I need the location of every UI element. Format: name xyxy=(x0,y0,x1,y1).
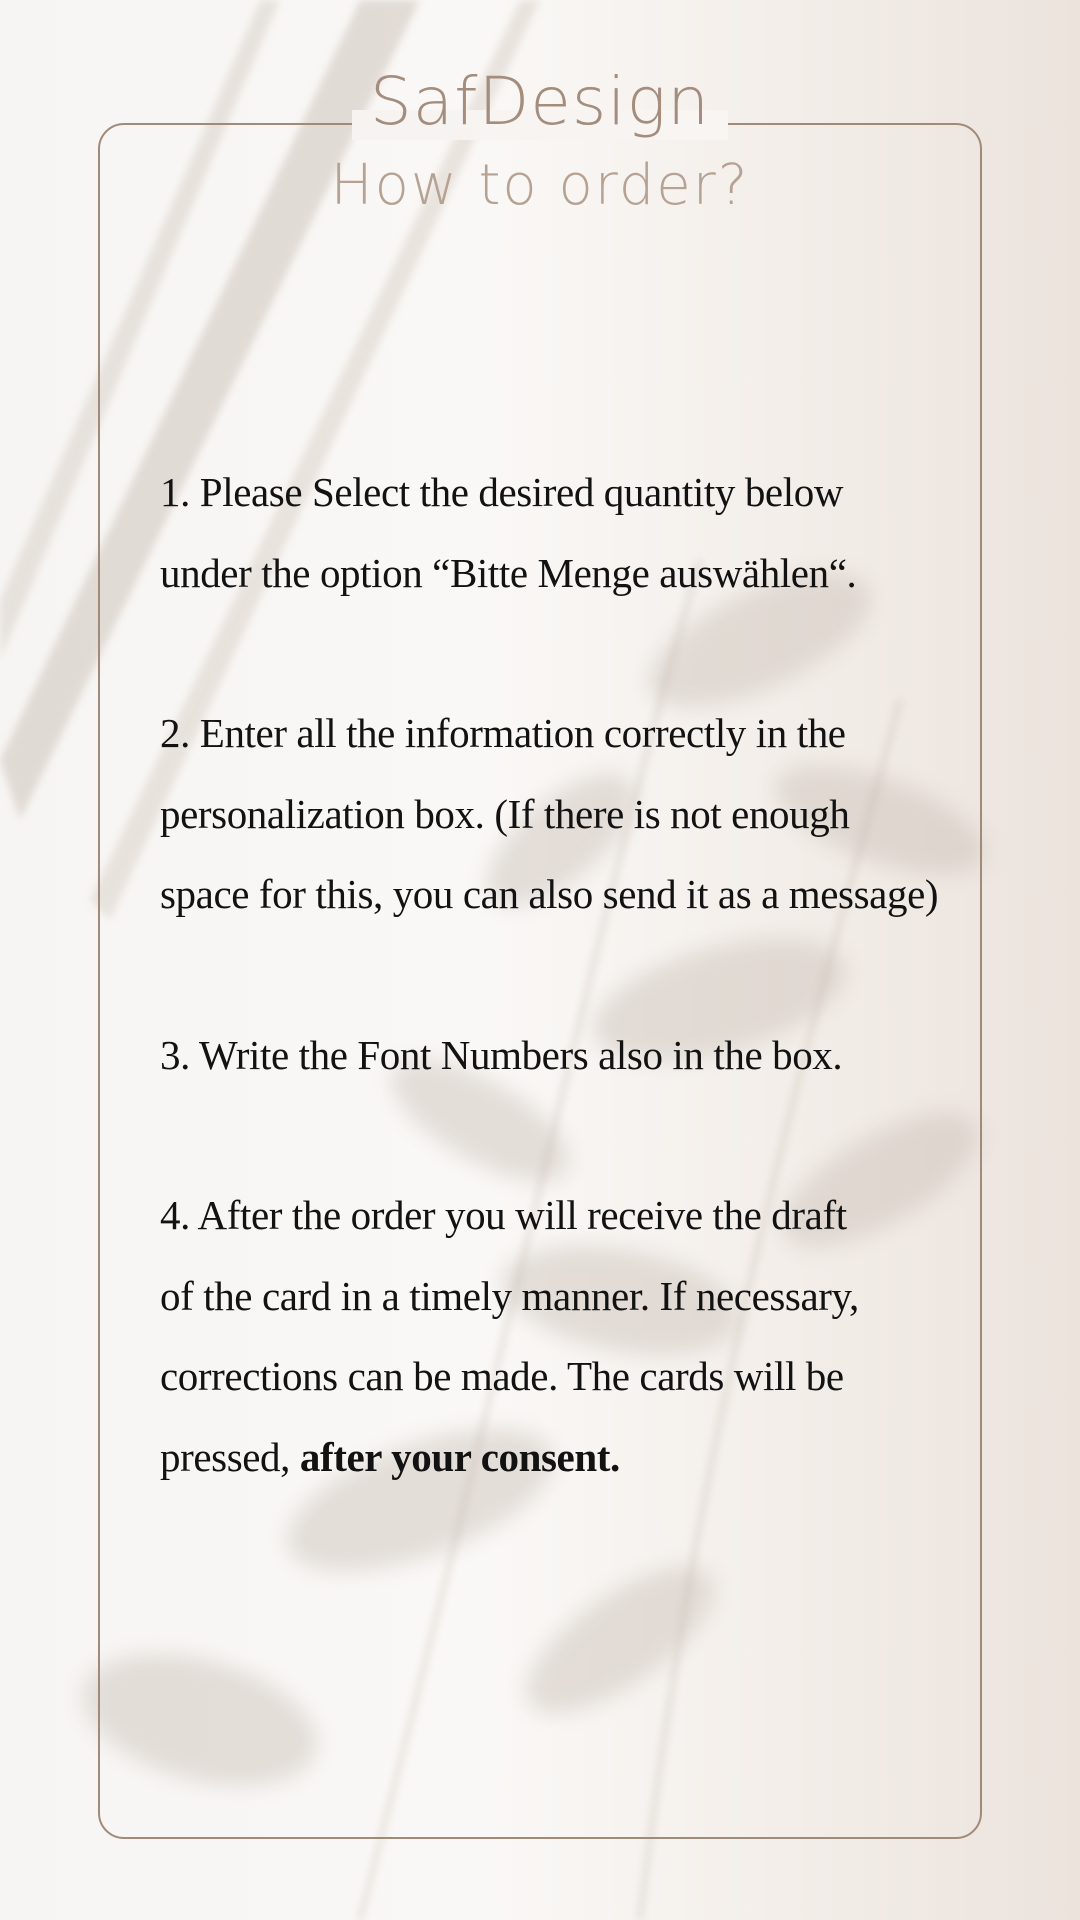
step-line: 2. Enter all the information correctly in the xyxy=(160,710,846,756)
step-line: of the card in a timely manner. If necessary, xyxy=(160,1272,859,1319)
step-line: 4. After the order you will receive the draft xyxy=(160,1192,847,1238)
brand-title: SafDesign xyxy=(369,63,711,140)
step-line: 3. Write the Font Numbers also in the box. xyxy=(160,1031,843,1078)
step-line: space for this, you can also send it as a message) xyxy=(160,871,939,917)
step-line xyxy=(160,1417,1020,1498)
page-title: How to order? xyxy=(330,153,750,218)
step-1 xyxy=(160,452,1020,613)
step-line: 1. Please Select the desired quantity below xyxy=(160,469,844,515)
step-2 xyxy=(160,693,1020,935)
step-line: personalization box. (If there is not enough xyxy=(160,790,850,837)
step-line-prefix: pressed, xyxy=(160,1433,300,1480)
consent-emphasis: after your consent. xyxy=(299,1433,620,1480)
order-steps xyxy=(160,452,1020,1577)
step-line: under the option “Bitte Menge auswählen“. xyxy=(160,549,857,596)
step-3 xyxy=(160,1015,1020,1096)
step-line: corrections can be made. The cards will be xyxy=(160,1353,844,1399)
step-4 xyxy=(160,1175,1020,1497)
